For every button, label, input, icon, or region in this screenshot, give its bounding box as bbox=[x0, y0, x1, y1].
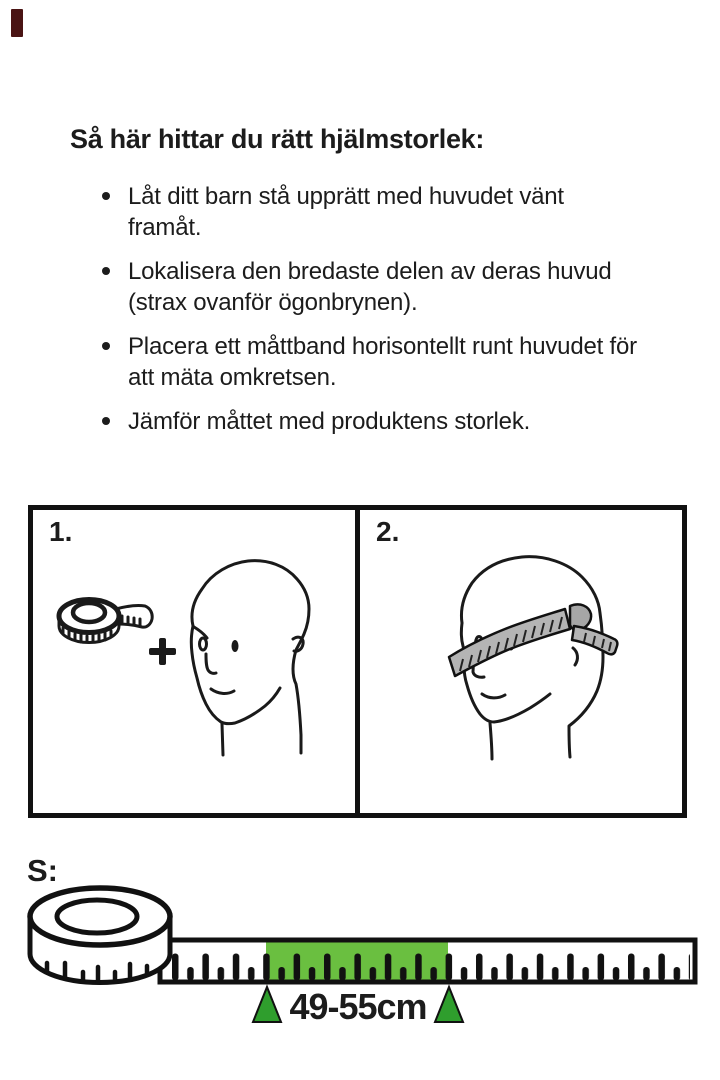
instruction-text: Lokalisera den bredaste delen av deras huvud (strax ovanför ögonbrynen). bbox=[128, 258, 612, 316]
tape-roll-icon bbox=[59, 600, 152, 643]
eye-icon bbox=[200, 638, 207, 650]
head-profile-illustration bbox=[191, 561, 309, 755]
list-item bbox=[100, 406, 643, 437]
figure-panels bbox=[28, 505, 687, 818]
triangle-up-icon bbox=[435, 987, 463, 1022]
page-title: Så här hittar du rätt hjälmstorlek: bbox=[70, 124, 485, 155]
triangle-up-icon bbox=[253, 987, 281, 1022]
figure-panel-1 bbox=[28, 505, 360, 818]
instruction-list bbox=[100, 181, 643, 450]
size-label: S: bbox=[27, 853, 58, 888]
scan-artifact bbox=[11, 9, 23, 37]
eye-icon bbox=[232, 640, 239, 652]
size-range-label: 49-55cm bbox=[289, 986, 427, 1027]
panel2-illustration bbox=[360, 505, 692, 818]
list-item bbox=[100, 256, 643, 318]
instruction-text: Placera ett måttband horisontellt runt huvudet för att mäta omkretsen. bbox=[128, 333, 637, 391]
panel1-illustration bbox=[28, 505, 360, 818]
list-item bbox=[100, 331, 643, 393]
tape-roll-icon bbox=[30, 888, 170, 983]
plus-icon bbox=[149, 638, 176, 665]
tape-strip bbox=[160, 936, 695, 982]
list-item bbox=[100, 181, 643, 243]
instruction-text: Låt ditt barn stå upprätt med huvudet vänt framåt. bbox=[128, 183, 564, 241]
figure-panel-2 bbox=[360, 505, 687, 818]
panel2-label: 2. bbox=[376, 516, 400, 547]
tape-band bbox=[449, 609, 570, 676]
measuring-tape-band bbox=[449, 604, 617, 676]
panel1-label: 1. bbox=[49, 516, 73, 547]
instruction-text: Jämför måttet med produktens storlek. bbox=[128, 408, 531, 435]
